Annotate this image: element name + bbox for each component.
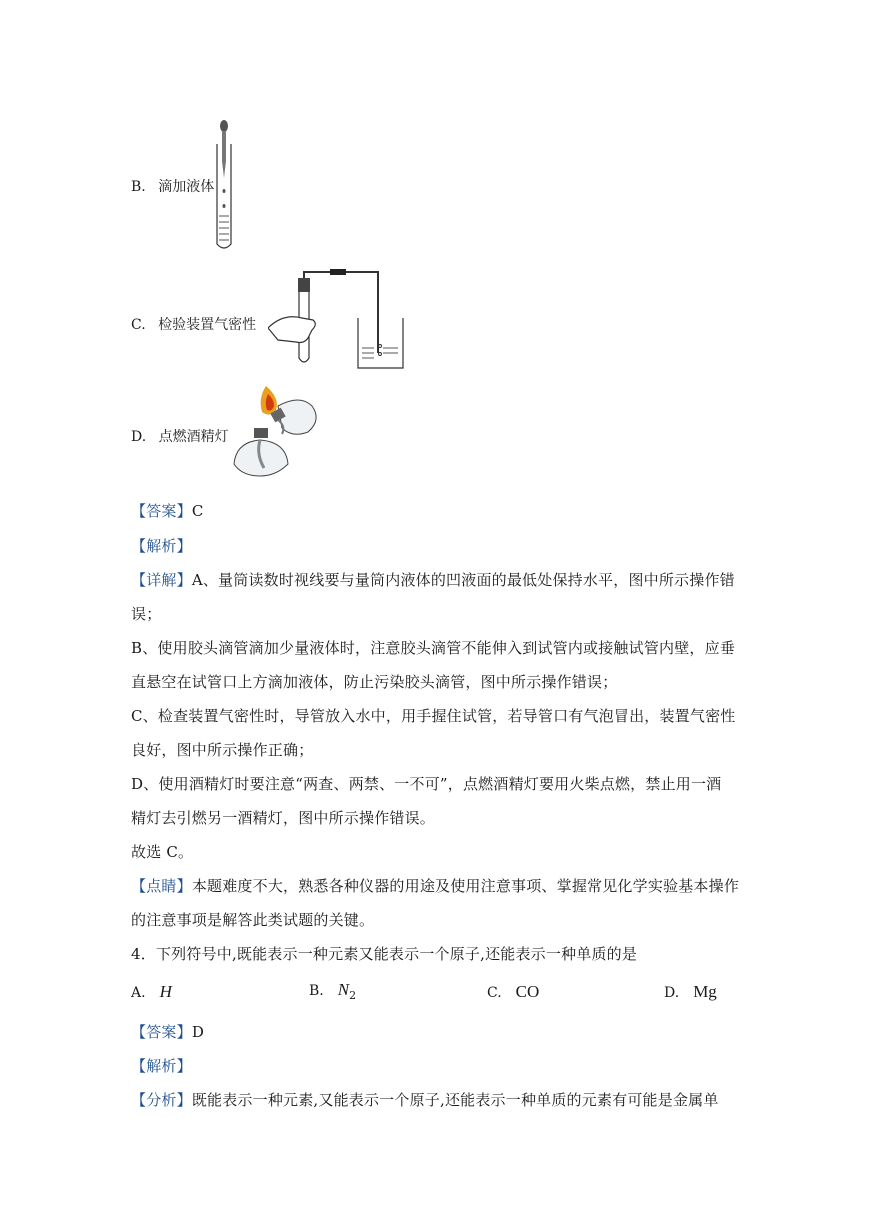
- detail-line-2: 误；: [131, 605, 162, 623]
- analysis-3: [131, 535, 192, 556]
- option-d-text: 点燃酒精灯: [158, 429, 229, 445]
- choice-d-formula: Mg: [693, 982, 717, 1001]
- choice-a: [131, 982, 172, 1002]
- option-c-label: C.: [131, 317, 146, 333]
- option-d: [131, 426, 229, 446]
- airtightness-check-figure: [268, 268, 413, 373]
- analysis-detail: [131, 1089, 719, 1110]
- comment-line-2: 的注意事项是解答此类试题的关键。: [131, 911, 375, 929]
- comment-line-1: [131, 875, 739, 896]
- detail-bracket: 【详解】: [131, 571, 192, 589]
- choice-d: [664, 982, 717, 1002]
- choice-c-formula: CO: [515, 982, 540, 1001]
- detail-text: A、量筒读数时视线要与量筒内液体的凹液面的最低处保持水平，图中所示操作错: [191, 571, 735, 589]
- detail-line-4: 直悬空在试管口上方滴加液体，防止污染胶头滴管，图中所示操作错误；: [131, 673, 618, 691]
- analysis-4: [131, 1055, 192, 1076]
- detail-line-3: B、使用胶头滴管滴加少量液体时，注意胶头滴管不能伸入到试管内或接触试管内壁，应垂: [131, 639, 736, 657]
- choice-b: [309, 980, 356, 1002]
- comment-text: 本题难度不大，熟悉各种仪器的用途及使用注意事项、掌握常见化学实验基本操作: [191, 877, 740, 895]
- choice-b-subscript: 2: [349, 988, 357, 1002]
- detail-line-7: D、使用酒精灯时要注意“两查、两禁、一不可”，点燃酒精灯要用火柴点燃，禁止用一酒: [131, 775, 722, 793]
- option-d-label: D.: [131, 429, 147, 445]
- analysis-detail-bracket: 【分析】: [131, 1091, 192, 1109]
- option-b: [131, 176, 214, 196]
- analysis-bracket: 【解析】: [131, 1057, 192, 1075]
- choice-a-label: A.: [131, 985, 146, 1001]
- option-c: [131, 314, 256, 334]
- answer-bracket: 【答案】: [131, 1023, 192, 1041]
- question-4-text: 4．下列符号中,既能表示一种元素又能表示一个原子,还能表示一种单质的是: [131, 945, 638, 963]
- choice-a-formula: H: [159, 982, 172, 1001]
- detail-line-5: C、检查装置气密性时，导管放入水中，用手握住试管，若导管口有气泡冒出，装置气密性: [131, 707, 736, 725]
- choice-b-label: B.: [309, 983, 324, 999]
- answer-value: D: [191, 1023, 205, 1041]
- option-c-text: 检验装置气密性: [158, 317, 257, 333]
- option-b-label: B.: [131, 179, 146, 195]
- comment-bracket: 【点睛】: [131, 877, 192, 895]
- choice-b-formula: N: [337, 980, 350, 999]
- choice-c-label: C.: [487, 985, 502, 1001]
- detail-line-8: 精灯去引燃另一酒精灯，图中所示操作错误。: [131, 809, 436, 827]
- answer-3: [131, 500, 204, 521]
- dropper-testtube-figure: [205, 116, 245, 256]
- answer-value: C: [191, 502, 204, 520]
- answer-bracket: 【答案】: [131, 502, 192, 520]
- choice-d-label: D.: [664, 985, 680, 1001]
- detail-line-6: 良好，图中所示操作正确；: [131, 741, 314, 759]
- analysis-detail-text: 既能表示一种元素,又能表示一个原子,还能表示一种单质的元素有可能是金属单: [191, 1091, 719, 1109]
- alcohol-lamp-figure: [230, 384, 330, 480]
- answer-4: [131, 1021, 204, 1042]
- detail-line-1: [131, 569, 735, 590]
- analysis-bracket: 【解析】: [131, 537, 192, 555]
- option-b-text: 滴加液体: [158, 179, 215, 195]
- choice-c: [487, 982, 539, 1002]
- detail-line-9: 故选 C。: [131, 843, 194, 861]
